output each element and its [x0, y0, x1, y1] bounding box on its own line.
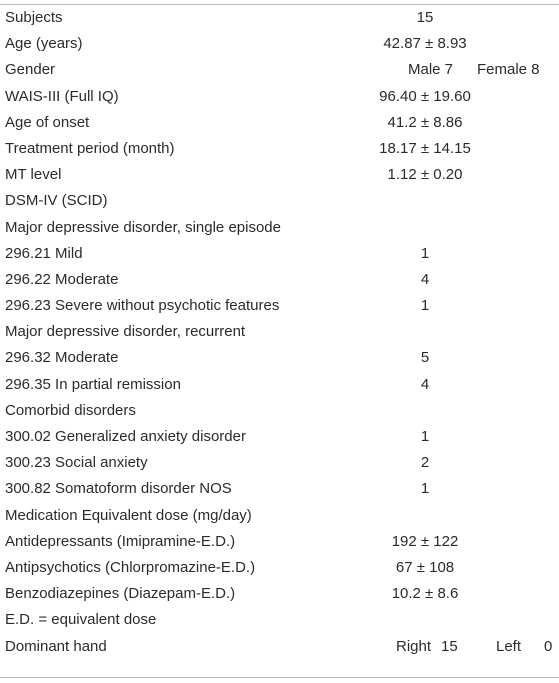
section-label: Comorbid disorders [5, 401, 136, 419]
row-label: WAIS-III (Full IQ) [5, 87, 119, 105]
row-value: 41.2 ± 8.86 [387, 113, 463, 131]
row-value: 1.12 ± 0.20 [387, 166, 463, 184]
section-label: Major depressive disorder, recurrent [5, 323, 246, 341]
right-hand-label: Right [396, 637, 432, 655]
row-value: 2 [420, 454, 430, 472]
row-value: 67 ± 108 [395, 558, 455, 576]
row-label: Gender [5, 61, 56, 79]
table-row-partial-remission [0, 372, 559, 398]
row-label: 300.23 Social anxiety [5, 454, 148, 472]
table-row-benzodiazepines [0, 581, 559, 607]
table-row-severe [0, 293, 559, 319]
table-bottom-rule [0, 677, 559, 678]
row-label: 296.32 Moderate [5, 349, 119, 367]
table-row-mild [0, 241, 559, 267]
row-value: 10.2 ± 8.6 [391, 585, 459, 603]
row-label: 296.22 Moderate [5, 270, 119, 288]
row-label: 300.02 Generalized anxiety disorder [5, 428, 246, 445]
table-row-antipsychotics [0, 555, 559, 581]
row-value: 4 [420, 375, 430, 393]
left-hand-value: 0 [544, 637, 553, 655]
table-row-somatoform [0, 476, 559, 502]
table-row-age [0, 31, 559, 57]
row-label: Antipsychotics (Chlorpromazine-E.D.) [5, 558, 256, 576]
row-label: MT level [5, 166, 62, 184]
row-value: 1 [420, 244, 430, 262]
table-row-wais [0, 84, 559, 110]
section-label: Major depressive disorder, single episode [5, 218, 281, 236]
row-label: Age (years) [5, 35, 83, 53]
row-label: Treatment period (month) [5, 139, 175, 157]
row-value: 1 [420, 480, 430, 498]
table-row-medication [0, 503, 559, 529]
row-label: Dominant hand [5, 637, 107, 655]
table-row-age-of-onset [0, 110, 559, 136]
table-row-mt-level [0, 162, 559, 188]
row-label: Antidepressants (Imipramine-E.D.) [5, 532, 236, 550]
row-value: 1 [420, 297, 430, 315]
table-row-gender [0, 57, 559, 83]
table-row-moderate-single [0, 267, 559, 293]
row-value: 1 [420, 428, 430, 445]
row-label: Benzodiazepines (Diazepam-E.D.) [5, 585, 236, 603]
row-label: Age of onset [5, 113, 90, 131]
table-row-antidepressants [0, 529, 559, 555]
row-value: 4 [420, 270, 430, 288]
table-row-social-anxiety [0, 450, 559, 476]
table-row-comorbid [0, 398, 559, 424]
section-label: DSM-IV (SCID) [5, 192, 108, 210]
table-row-subjects [0, 5, 559, 31]
section-label: Medication Equivalent dose (mg/day) [5, 506, 252, 524]
table-row-ed-note [0, 607, 559, 633]
row-label: 296.35 In partial remission [5, 375, 181, 393]
row-value: 96.40 ± 19.60 [379, 87, 471, 105]
row-label: 296.21 Mild [5, 244, 83, 262]
row-label: 300.82 Somatoform disorder NOS [5, 480, 232, 498]
row-label: Subjects [5, 9, 63, 26]
row-value: 5 [420, 349, 430, 367]
row-value: 18.17 ± 14.15 [379, 139, 471, 157]
table-row-treatment-period [0, 136, 559, 162]
table-row-dsm-iv [0, 188, 559, 214]
table-row-mdd-recurrent [0, 319, 559, 345]
table-row-generalized-anxiety [0, 424, 559, 450]
right-hand-value: 15 [441, 637, 458, 655]
gender-female-value: Female 8 [477, 61, 540, 79]
table-body [0, 5, 559, 660]
row-value: 192 ± 122 [391, 532, 459, 550]
row-value: 42.87 ± 8.93 [383, 35, 467, 53]
table-row-mdd-single [0, 215, 559, 241]
row-label: 296.23 Severe without psychotic features [5, 297, 280, 315]
table-row-moderate-recurrent [0, 345, 559, 371]
footnote-label: E.D. = equivalent dose [5, 611, 157, 629]
gender-male-value: Male 7 [408, 61, 454, 79]
left-hand-label: Left [496, 637, 522, 655]
row-value: 15 [416, 9, 434, 26]
table-row-dominant-hand [0, 634, 559, 660]
